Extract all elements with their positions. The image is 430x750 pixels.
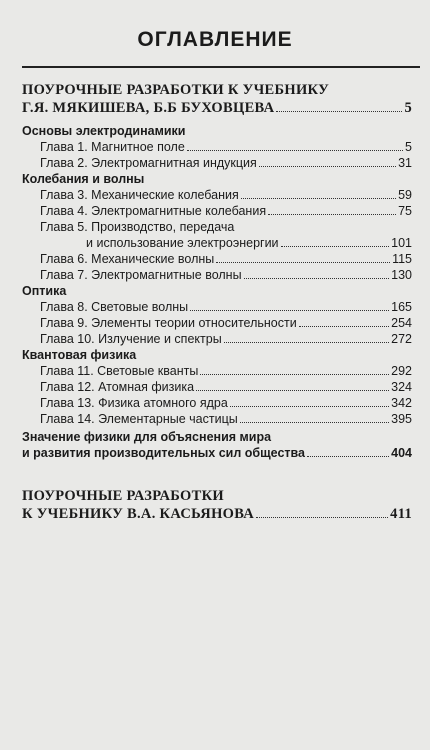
page-number: 101: [391, 236, 412, 250]
dot-leader: [299, 326, 389, 327]
dot-leader: [256, 517, 388, 518]
page-number: 165: [391, 300, 412, 314]
chapter-label: Глава 4. Электромагнитные колебания: [40, 204, 267, 218]
page-number: 342: [391, 396, 412, 410]
chapter-label: Глава 11. Световые кванты: [40, 364, 199, 378]
toc-entry: [40, 188, 412, 203]
dot-leader: [190, 310, 389, 311]
title-divider: [22, 66, 420, 68]
page-number: 254: [391, 316, 412, 330]
toc-entry: [40, 252, 412, 267]
final-entry-line2: и развития производительных сил общества: [22, 446, 306, 460]
toc-entry: [40, 380, 412, 395]
chapter-label: Глава 9. Элементы теории относительности: [40, 316, 297, 330]
chapter-label: Глава 6. Механические волны: [40, 252, 215, 266]
toc-entry: [40, 140, 412, 155]
dot-leader: [216, 262, 390, 263]
dot-leader: [187, 150, 403, 151]
page-number: 324: [391, 380, 412, 394]
part1-heading-line1: ПОУРОЧНЫЕ РАЗРАБОТКИ К УЧЕБНИКУ: [22, 82, 330, 98]
chapter-label: Глава 8. Световые волны: [40, 300, 189, 314]
toc-entry: [40, 316, 412, 331]
dot-leader: [230, 406, 389, 407]
dot-leader: [259, 166, 396, 167]
page-number: 31: [398, 156, 412, 170]
page-number: 395: [391, 412, 412, 426]
toc-entry: [40, 300, 412, 315]
page-number: 411: [390, 506, 412, 522]
chapter-label-continued: и использование электроэнергии: [86, 236, 279, 250]
chapter-label: Глава 12. Атомная физика: [40, 380, 195, 394]
dot-leader: [268, 214, 396, 215]
toc-entry: [40, 156, 412, 171]
chapter-label: Глава 7. Электромагнитные волны: [40, 268, 242, 282]
chapter-label: Глава 1. Магнитное поле: [40, 140, 185, 154]
toc-entry: [86, 236, 412, 251]
toc-entry: [40, 412, 412, 427]
page-number: 59: [398, 188, 412, 202]
dot-leader: [241, 198, 396, 199]
chapter-label: Глава 5. Производство, передача: [40, 220, 235, 234]
part2-heading-line2: К УЧЕБНИКУ В.А. КАСЬЯНОВА: [22, 506, 255, 522]
page-number: 130: [391, 268, 412, 282]
page-number: 5: [404, 100, 412, 116]
final-entry: [22, 446, 412, 461]
chapter-label: Глава 13. Физика атомного ядра: [40, 396, 228, 410]
toc-entry: [40, 396, 412, 411]
page-number: 292: [391, 364, 412, 378]
dot-leader: [240, 422, 389, 423]
page-number: 115: [392, 252, 412, 266]
toc-entry: [40, 332, 412, 347]
dot-leader: [307, 456, 389, 457]
page-title: ОГЛАВЛЕНИЕ: [137, 28, 293, 51]
section-heading: Квантовая физика: [22, 348, 137, 362]
page-number: 272: [391, 332, 412, 346]
page-number: 404: [391, 446, 412, 460]
toc-entry: [40, 268, 412, 283]
dot-leader: [200, 374, 389, 375]
page-number: 75: [398, 204, 412, 218]
final-entry-line1: Значение физики для объяснения мира: [22, 430, 272, 444]
dot-leader: [224, 342, 389, 343]
chapter-label: Глава 14. Элементарные частицы: [40, 412, 238, 426]
section-heading: Оптика: [22, 284, 67, 298]
dot-leader: [281, 246, 390, 247]
dot-leader: [196, 390, 389, 391]
part2-entry: [22, 506, 412, 523]
chapter-label: Глава 10. Излучение и спектры: [40, 332, 222, 346]
page-number: 5: [405, 140, 412, 154]
part1-entry: [22, 100, 412, 117]
toc-entry: [40, 364, 412, 379]
chapter-label: Глава 2. Электромагнитная индукция: [40, 156, 257, 170]
section-heading: Основы электродинамики: [22, 124, 186, 138]
part2-heading-line1: ПОУРОЧНЫЕ РАЗРАБОТКИ: [22, 488, 224, 504]
section-heading: Колебания и волны: [22, 172, 145, 186]
chapter-label: Глава 3. Механические колебания: [40, 188, 239, 202]
toc-entry: [40, 204, 412, 219]
dot-leader: [244, 278, 390, 279]
part1-heading-line2: Г.Я. МЯКИШЕВА, Б.Б БУХОВЦЕВА: [22, 100, 275, 116]
dot-leader: [276, 111, 402, 112]
